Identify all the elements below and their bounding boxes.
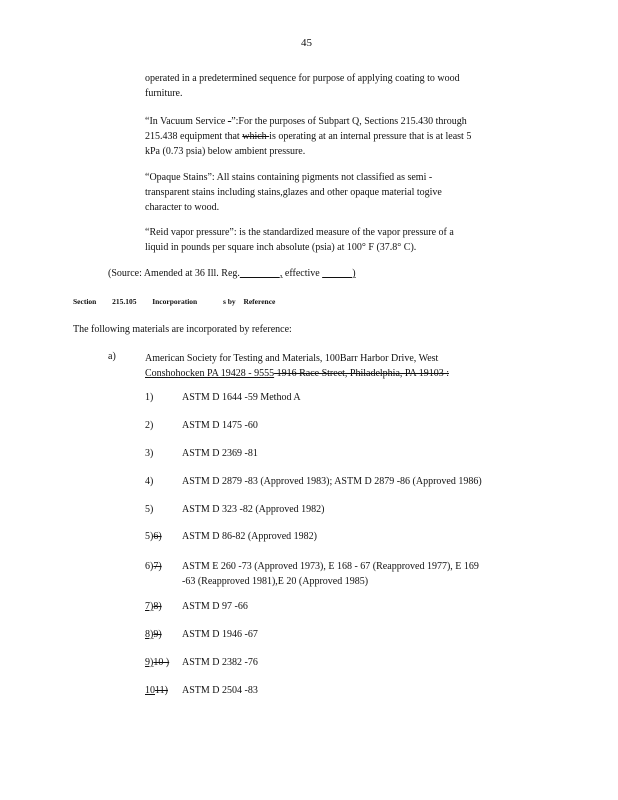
section-heading <box>73 297 275 306</box>
source-note <box>108 268 356 279</box>
item-number-new: 7) <box>145 601 154 612</box>
paragraph-line: “Reid vapor pressure”: is the standardized measure of the vapor pressure of a <box>145 227 454 238</box>
paragraph-line: furniture. <box>145 88 183 99</box>
paragraph-operated <box>145 71 530 101</box>
item-number-old: 8) <box>153 601 162 612</box>
list-item <box>145 448 258 459</box>
list-item <box>145 629 258 640</box>
item-number: 5) <box>145 504 154 515</box>
item-number <box>145 657 182 668</box>
definition-reid-vapor-pressure <box>145 225 530 255</box>
deleted-text: 1916 Race Street, Philadelphia, PA 19103 : <box>274 368 449 379</box>
item-text-continued: -63 (Reapproved 1981),E 20 (Approved 1985) <box>182 576 369 587</box>
item-number-new: 9) <box>145 657 154 668</box>
inserted-text: Conshohocken PA 19428 - 9555 <box>145 368 275 379</box>
list-item <box>145 657 258 668</box>
section-title-part: Reference <box>243 297 276 306</box>
item-text: ASTM D 2369 -81 <box>182 448 258 459</box>
item-number-new: 6) <box>145 561 154 572</box>
item-number: 1) <box>145 392 154 403</box>
item-number-old: 11) <box>155 685 168 696</box>
paragraph-line: liquid in pounds per square inch absolute (psia) at 100° F (37.8° C). <box>145 242 417 253</box>
paragraph-line: kPa (0.73 psia) below ambient pressure. <box>145 146 306 157</box>
list-item <box>145 504 325 515</box>
paragraph-line <box>145 366 530 381</box>
source-blank-effective: ______) <box>322 268 356 279</box>
item-text: ASTM D 2382 -76 <box>182 657 258 668</box>
list-item <box>145 476 482 487</box>
source-blank-date: ________, <box>239 268 283 279</box>
list-item <box>145 531 317 542</box>
item-number: 4) <box>145 476 154 487</box>
paragraph-line: character to wood. <box>145 202 220 213</box>
item-text: ASTM D 1946 -67 <box>182 629 258 640</box>
item-number <box>145 601 182 612</box>
section-title-part: s by <box>222 297 236 306</box>
paragraph-line <box>145 114 530 129</box>
section-label: Section <box>73 297 97 306</box>
intro-text: The following materials are incorporated by reference: <box>73 324 292 335</box>
item-number-old: 7) <box>153 561 162 572</box>
list-item <box>145 392 301 403</box>
definition-opaque-stains <box>145 170 530 215</box>
item-text: ASTM D 2504 -83 <box>182 685 258 696</box>
definition-in-vacuum-service <box>145 114 530 159</box>
item-a-label: a) <box>108 351 116 362</box>
section-number: 215.105 <box>112 297 137 306</box>
item-text: ASTM D 323 -82 (Approved 1982) <box>182 504 325 515</box>
item-text: ASTM E 260 -73 (Approved 1973), E 168 - 67 (Reapproved 1977), E 169 <box>182 561 479 572</box>
text-run: is operating at an internal pressure that is at least 5 <box>269 131 472 142</box>
item-text: ASTM D 97 -66 <box>182 601 248 612</box>
item-number-new: 8) <box>145 629 154 640</box>
paragraph-line: “Opaque Stains”: All stains containing pigments not classified as semi - <box>145 172 433 183</box>
item-number: 2) <box>145 420 154 431</box>
paragraph-line: operated in a predetermined sequence for purpose of applying coating to wood <box>145 73 460 84</box>
item-number-old: 6) <box>153 531 162 542</box>
list-item <box>145 420 258 431</box>
list-item <box>145 559 479 589</box>
deleted-text: which <box>242 131 270 142</box>
source-effective: effective <box>282 268 323 279</box>
section-title-part: Incorporation <box>152 297 198 306</box>
item-text: ASTM D 86-82 (Approved 1982) <box>182 531 317 542</box>
text-run: “In Vacuum Service <box>145 116 228 127</box>
paragraph-line <box>145 129 530 144</box>
item-number <box>145 629 182 640</box>
item-a-text <box>145 351 530 381</box>
item-number-old: 10 ) <box>153 657 170 668</box>
item-number-old: 9) <box>153 629 162 640</box>
item-text: ASTM D 1644 -59 Method A <box>182 392 301 403</box>
paragraph-line: American Society for Testing and Materials, 100Barr Harbor Drive, West <box>145 353 439 364</box>
item-number <box>145 559 182 574</box>
paragraph-line: transparent stains including stains,glazes and other opaque material togive <box>145 187 442 198</box>
deleted-text: - <box>227 116 232 127</box>
item-number-new: 5) <box>145 531 154 542</box>
item-number <box>145 531 182 542</box>
list-item <box>145 601 248 612</box>
page-number: 45 <box>301 37 312 49</box>
item-number: 3) <box>145 448 154 459</box>
item-text: ASTM D 1475 -60 <box>182 420 258 431</box>
list-item <box>145 685 258 696</box>
text-run: ”:For the purposes of Subpart Q, Sections 215.430 through <box>231 116 467 127</box>
source-text: (Source: Amended at 36 Ill. Reg. <box>108 268 240 279</box>
item-number <box>145 685 182 696</box>
text-run: 215.438 equipment that <box>145 131 243 142</box>
item-text: ASTM D 2879 -83 (Approved 1983); ASTM D 2879 -86 (Approved 1986) <box>182 476 482 487</box>
item-number-new: 10 <box>145 685 155 696</box>
